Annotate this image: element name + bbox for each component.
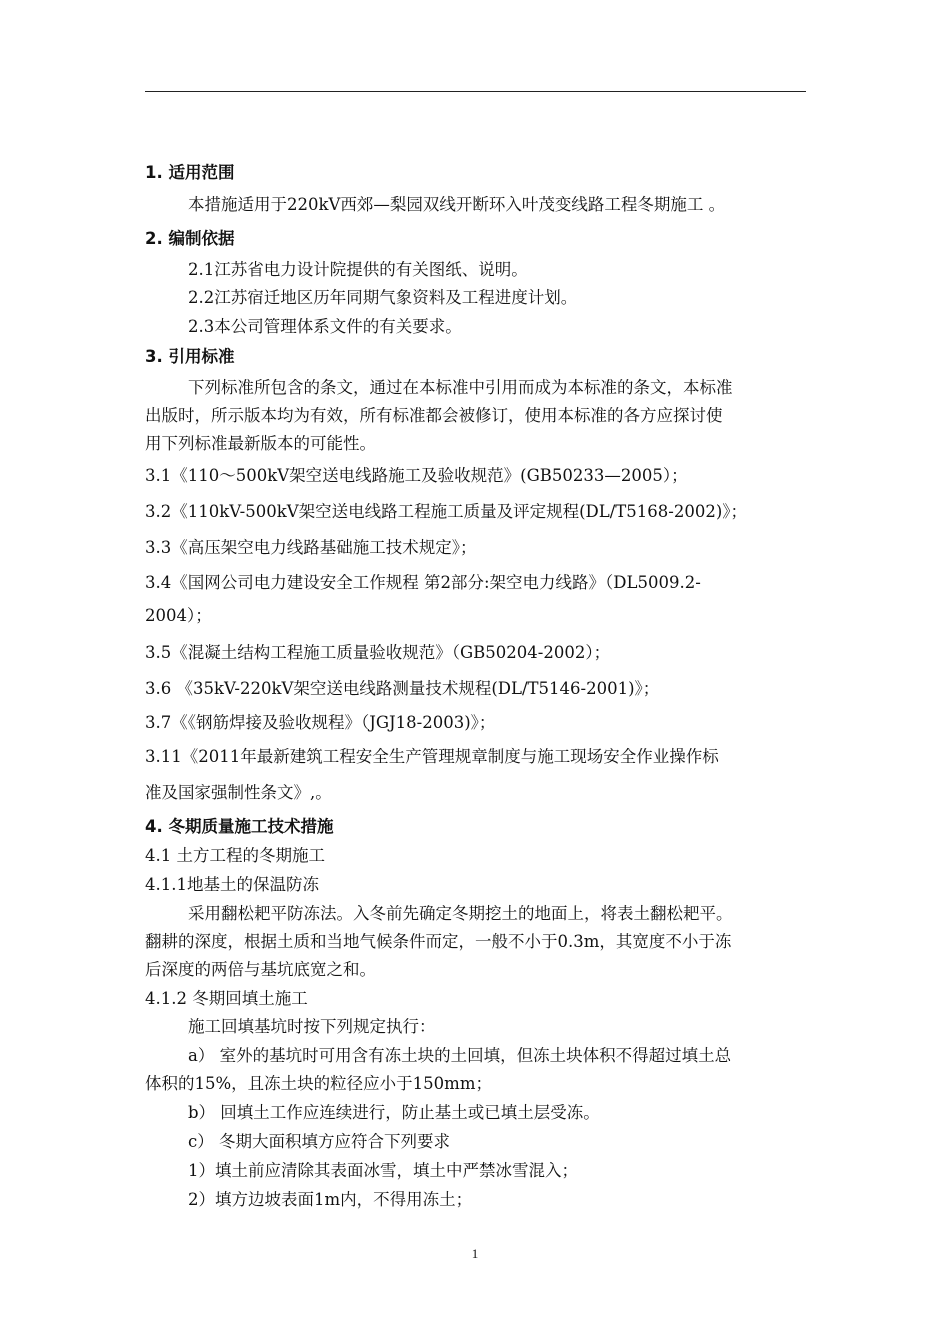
list-item: 3.3《高压架空电力线路基础施工技术规定》； <box>145 538 477 557</box>
list-item: 2.2江苏宿迁地区历年同期气象资料及工程进度计划。 <box>188 288 578 307</box>
list-item: c） 冬期大面积填方应符合下列要求 <box>188 1132 450 1151</box>
subsection-heading: 4.1.2 冬期回填土施工 <box>145 989 308 1008</box>
list-item: 3.1《110～500kV架空送电线路施工及验收规范》(GB50233—2005）； <box>145 466 688 485</box>
list-item: 2）填方边坡表面1m内，不得用冻土； <box>188 1190 473 1209</box>
paragraph-line: 采用翻松耙平防冻法。入冬前先确定冬期挖土的地面上，将表土翻松耙平。 <box>188 904 733 923</box>
paragraph-line: 翻耕的深度，根据土质和当地气候条件而定，一般不小于0.3m，其宽度不小于冻 <box>145 932 732 951</box>
paragraph-line: 施工回填基坑时按下列规定执行： <box>188 1017 436 1036</box>
section-heading: 1. 适用范围 <box>145 163 235 182</box>
paragraph-line: 出版时，所示版本均为有效，所有标准都会被修订，使用本标准的各方应探讨使 <box>145 406 723 425</box>
section-heading: 2. 编制依据 <box>145 229 235 248</box>
section-heading: 3. 引用标准 <box>145 347 235 366</box>
section-heading: 4. 冬期质量施工技术措施 <box>145 817 334 836</box>
list-item: 3.5《混凝土结构工程施工质量验收规范》（GB50204-2002）； <box>145 643 611 662</box>
list-item: 3.4《国网公司电力建设安全工作规程 第2部分:架空电力线路》（DL5009.2- <box>145 573 701 592</box>
subsection-heading: 4.1.1地基土的保温防冻 <box>145 875 319 894</box>
list-item: 3.2《110kV-500kV架空送电线路工程施工质量及评定规程(DL/T5168-2002)》； <box>145 502 748 521</box>
page-number: 1 <box>471 1246 479 1261</box>
list-item: 2.3本公司管理体系文件的有关要求。 <box>188 317 462 336</box>
list-item: a） 室外的基坑时可用含有冻土块的土回填，但冻土块体积不得超过填土总 <box>188 1046 732 1065</box>
paragraph-line: 用下列标准最新版本的可能性。 <box>145 434 376 453</box>
list-item: 准及国家强制性条文》,。 <box>145 783 332 802</box>
list-item: 3.11《2011年最新建筑工程安全生产管理规章制度与施工现场安全作业操作标 <box>145 747 719 766</box>
list-item: 2004）； <box>145 606 212 625</box>
paragraph-line: 下列标准所包含的条文，通过在本标准中引用而成为本标准的条文，本标准 <box>188 378 733 397</box>
list-item: 1）填土前应清除其表面冰雪，填土中严禁冰雪混入； <box>188 1161 578 1180</box>
paragraph-line: 后深度的两倍与基坑底宽之和。 <box>145 960 376 979</box>
header-rule <box>145 91 806 92</box>
list-item: 2.1江苏省电力设计院提供的有关图纸、说明。 <box>188 260 528 279</box>
list-item: 3.6 《35kV-220kV架空送电线路测量技术规程(DL/T5146-2001)》； <box>145 679 660 698</box>
paragraph-line: 本措施适用于220kV西郊—梨园双线开断环入叶茂变线路工程冬期施工 。 <box>188 195 726 214</box>
paragraph-line: 体积的15%，且冻土块的粒径应小于150mm； <box>145 1074 492 1093</box>
subsection-heading: 4.1 土方工程的冬期施工 <box>145 846 325 865</box>
list-item: 3.7《《钢筋焊接及验收规程》（JGJ18-2003)》； <box>145 713 496 732</box>
list-item: b） 回填土工作应连续进行，防止基土或已填土层受冻。 <box>188 1103 600 1122</box>
